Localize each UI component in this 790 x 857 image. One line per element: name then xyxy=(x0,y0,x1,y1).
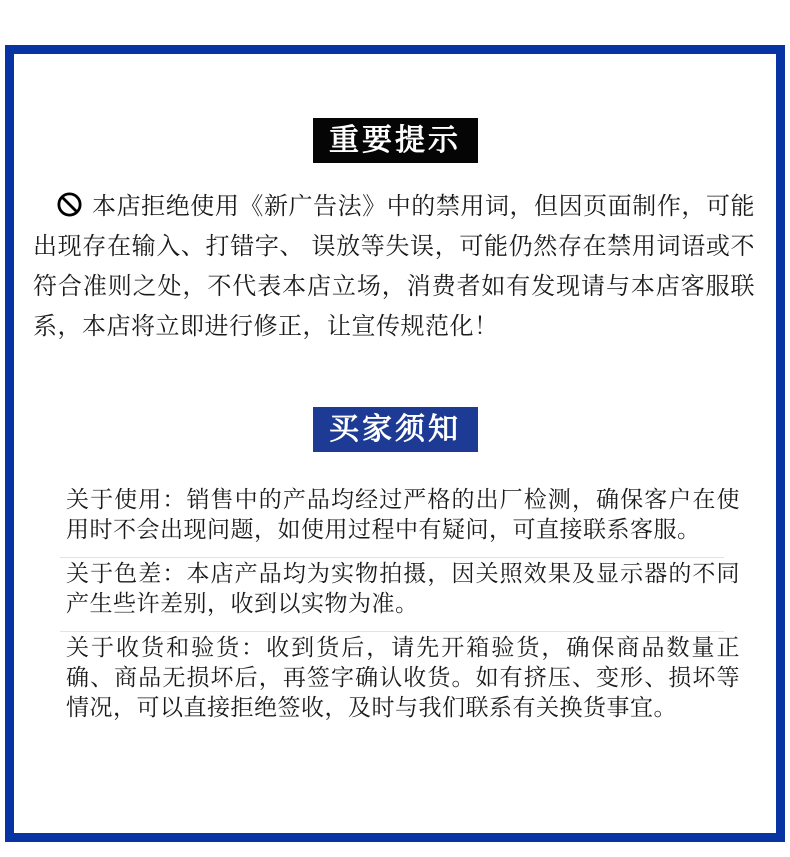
section-usage xyxy=(52,484,748,557)
section-color-difference xyxy=(52,558,748,631)
notice-frame xyxy=(5,45,785,842)
section-usage-text: 关于使用：销售中的产品均经过严格的出厂检测，确保客户在使用时不会出现问题，如使用过程中有疑问，可直接联系客服。 xyxy=(66,486,740,542)
buyer-notice-sections xyxy=(52,484,748,735)
important-notice-badge-label: 重要提示 xyxy=(329,123,461,157)
important-notice-paragraph xyxy=(33,187,755,347)
buyer-notice-badge-label: 买家须知 xyxy=(329,412,461,446)
section-receiving-inspection-text: 关于收货和验货：收到货后，请先开箱验货，确保商品数量正确、商品无损坏后，再签字确认收货。如有挤压、变形、损坏等情况，可以直接拒绝签收，及时与我们联系有关换货事宜。 xyxy=(66,634,740,720)
buyer-notice-badge xyxy=(313,407,478,452)
important-notice-text: 本店拒绝使用《新广告法》中的禁用词，但因页面制作，可能出现存在输入、打错字、 误放等失误，可能仍然存在禁用词语或不符合准则之处，不代表本店立场，消费者如有发现请与本店客服联系，本店将立即进行修正，让宣传规范化！ xyxy=(33,193,755,340)
section-receiving-inspection xyxy=(52,632,748,735)
important-notice-badge xyxy=(313,118,478,163)
section-color-difference-text: 关于色差：本店产品均为实物拍摄，因关照效果及显示器的不同产生些许差别，收到以实物为准。 xyxy=(66,560,740,616)
no-entry-icon xyxy=(57,192,82,217)
